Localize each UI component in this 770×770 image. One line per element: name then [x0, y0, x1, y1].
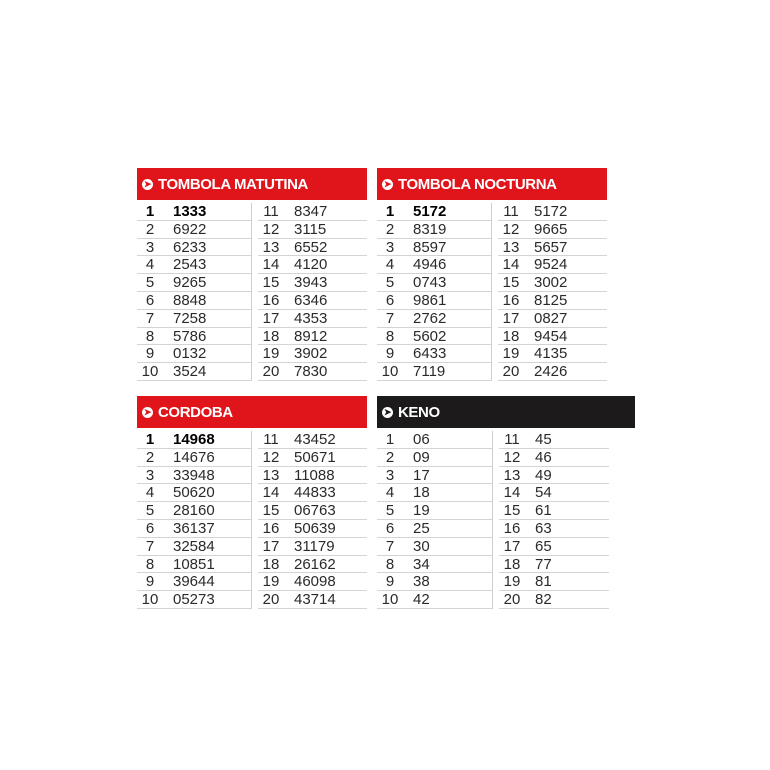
result-row: 19 4135	[498, 345, 607, 363]
result-row: 14 54	[499, 484, 609, 502]
result-row: 14 4120	[258, 256, 367, 274]
result-row: 9 39644	[137, 573, 251, 591]
results-column-left	[137, 431, 252, 609]
result-row: 15 3002	[498, 274, 607, 292]
result-row: 8 10851	[137, 556, 251, 574]
results-column-left	[377, 203, 492, 381]
result-row: 9 6433	[377, 345, 491, 363]
result-row: 20 43714	[258, 591, 367, 609]
results-column-right	[258, 203, 367, 381]
result-row: 10 42	[377, 591, 492, 609]
result-row: 17 0827	[498, 310, 607, 328]
result-row: 6 36137	[137, 520, 251, 538]
result-row: 5 19	[377, 502, 492, 520]
result-row: 2 6922	[137, 221, 251, 239]
result-row: 11 5172	[498, 203, 607, 221]
result-row: 19 46098	[258, 573, 367, 591]
result-row: 20 82	[499, 591, 609, 609]
panel-title: TOMBOLA NOCTURNA	[398, 175, 557, 193]
panel-tombola-matutina	[137, 168, 367, 381]
result-row: 2 8319	[377, 221, 491, 239]
panel-header	[377, 396, 635, 428]
result-row: 3 6233	[137, 239, 251, 257]
result-row: 5 0743	[377, 274, 491, 292]
result-row: 12 9665	[498, 221, 607, 239]
result-row: 4 18	[377, 484, 492, 502]
result-row: 19 3902	[258, 345, 367, 363]
result-row: 17 31179	[258, 538, 367, 556]
result-row: 4 4946	[377, 256, 491, 274]
result-row: 9 38	[377, 573, 492, 591]
result-row: 18 26162	[258, 556, 367, 574]
result-row: 4 2543	[137, 256, 251, 274]
result-row: 11 43452	[258, 431, 367, 449]
result-row: 16 8125	[498, 292, 607, 310]
result-row: 16 63	[499, 520, 609, 538]
result-row: 6 25	[377, 520, 492, 538]
panel-keno	[377, 396, 635, 609]
result-row: 8 34	[377, 556, 492, 574]
panel-title: KENO	[398, 403, 440, 421]
results-column-right	[499, 431, 609, 609]
result-row: 16 6346	[258, 292, 367, 310]
result-row: 2 14676	[137, 449, 251, 467]
panel-tombola-nocturna	[377, 168, 607, 381]
result-row: 13 11088	[258, 467, 367, 485]
panel-header	[137, 168, 367, 200]
result-row: 13 6552	[258, 239, 367, 257]
result-row: 8 5602	[377, 328, 491, 346]
arrow-right-icon: ➤	[143, 178, 152, 189]
result-row: 17 65	[499, 538, 609, 556]
panel-cordoba	[137, 396, 367, 609]
result-row: 3 33948	[137, 467, 251, 485]
result-row: 11 8347	[258, 203, 367, 221]
result-row: 4 50620	[137, 484, 251, 502]
panel-header	[377, 168, 607, 200]
result-row: 18 77	[499, 556, 609, 574]
result-row: 18 9454	[498, 328, 607, 346]
panel-title: CORDOBA	[158, 403, 233, 421]
result-row: 14 44833	[258, 484, 367, 502]
result-row: 11 45	[499, 431, 609, 449]
result-row: 7 30	[377, 538, 492, 556]
result-row: 12 3115	[258, 221, 367, 239]
result-row: 6 8848	[137, 292, 251, 310]
result-row: 5 28160	[137, 502, 251, 520]
result-row: 7 32584	[137, 538, 251, 556]
result-row: 20 7830	[258, 363, 367, 381]
result-row: 1 06	[377, 431, 492, 449]
result-row: 19 81	[499, 573, 609, 591]
result-row: 7 7258	[137, 310, 251, 328]
result-row: 20 2426	[498, 363, 607, 381]
result-row: 17 4353	[258, 310, 367, 328]
result-row: 1 5172	[377, 203, 491, 221]
result-row: 10 7119	[377, 363, 491, 381]
result-row: 10 05273	[137, 591, 251, 609]
result-row: 12 50671	[258, 449, 367, 467]
result-row: 15 3943	[258, 274, 367, 292]
arrow-right-icon: ➤	[383, 178, 392, 189]
result-row: 1 14968	[137, 431, 251, 449]
result-row: 7 2762	[377, 310, 491, 328]
result-row: 15 61	[499, 502, 609, 520]
arrow-right-icon: ➤	[383, 406, 392, 417]
result-row: 3 8597	[377, 239, 491, 257]
result-row: 6 9861	[377, 292, 491, 310]
result-row: 5 9265	[137, 274, 251, 292]
result-row: 18 8912	[258, 328, 367, 346]
result-row: 8 5786	[137, 328, 251, 346]
result-row: 3 17	[377, 467, 492, 485]
result-row: 12 46	[499, 449, 609, 467]
panel-title: TOMBOLA MATUTINA	[158, 175, 308, 193]
result-row: 14 9524	[498, 256, 607, 274]
arrow-right-icon: ➤	[143, 406, 152, 417]
result-row: 10 3524	[137, 363, 251, 381]
result-row: 2 09	[377, 449, 492, 467]
results-column-left	[377, 431, 493, 609]
result-row: 13 5657	[498, 239, 607, 257]
results-column-right	[498, 203, 607, 381]
result-row: 15 06763	[258, 502, 367, 520]
result-row: 13 49	[499, 467, 609, 485]
result-row: 9 0132	[137, 345, 251, 363]
result-row: 16 50639	[258, 520, 367, 538]
result-row: 1 1333	[137, 203, 251, 221]
results-column-left	[137, 203, 252, 381]
panel-header	[137, 396, 367, 428]
results-column-right	[258, 431, 367, 609]
